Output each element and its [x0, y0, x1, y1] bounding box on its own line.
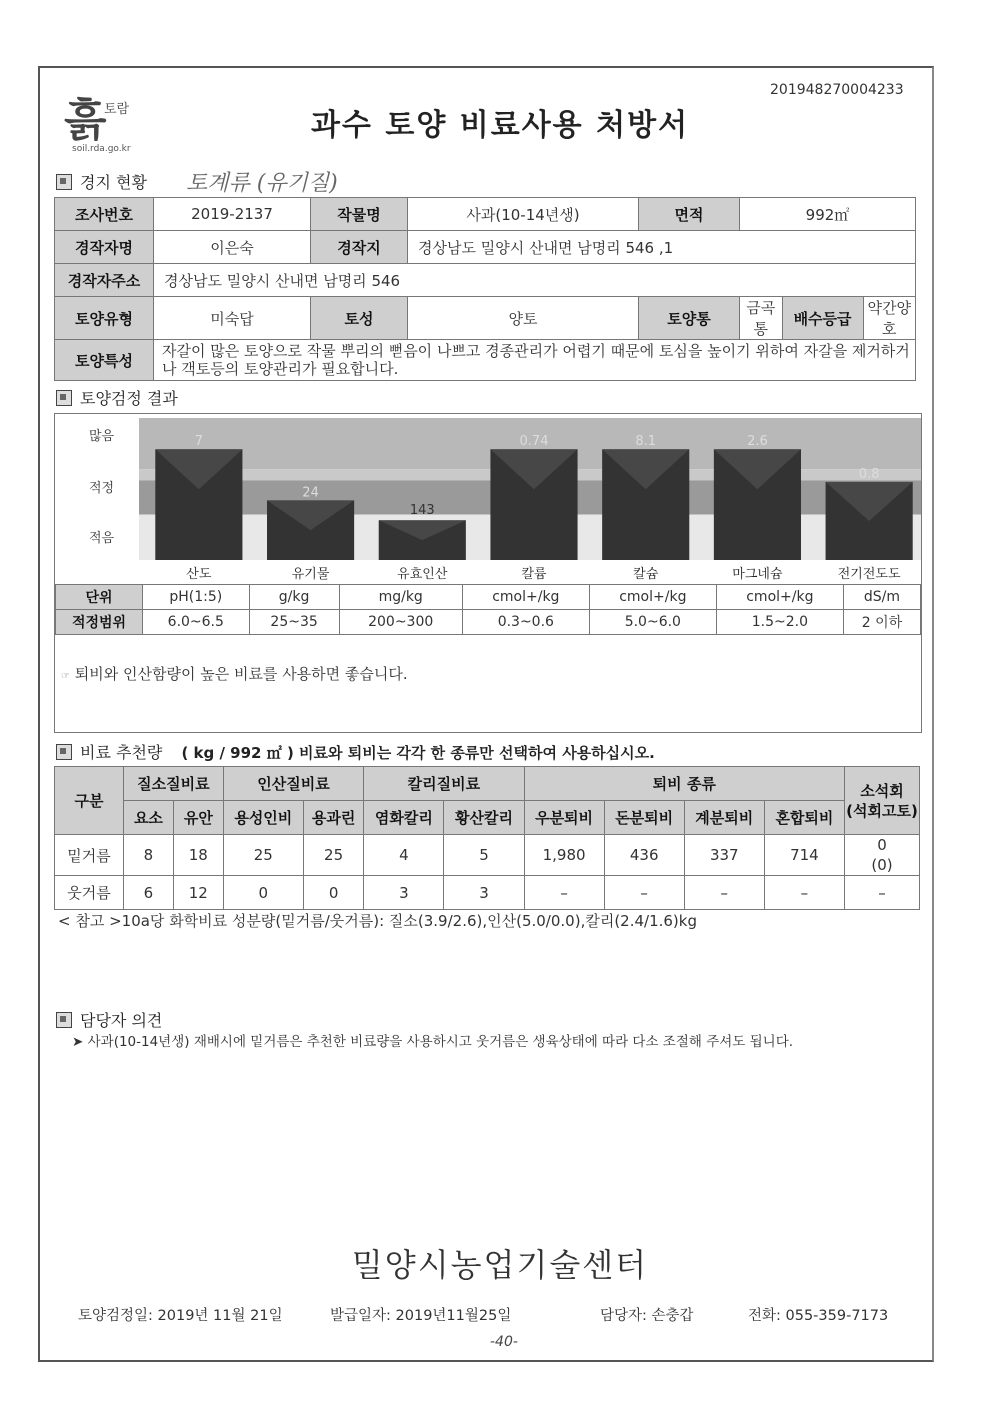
- fertilizer-value: 0: [303, 876, 363, 910]
- data-label: 0.74: [519, 434, 549, 450]
- unit-cell: cmol+/kg: [462, 585, 589, 610]
- field-value: 경상남도 밀양시 산내면 남명리 546 ,1: [408, 231, 916, 264]
- section-label: 경지 현황: [80, 173, 147, 192]
- series-label: 토양통: [639, 297, 740, 340]
- unit-label: 단위: [56, 585, 143, 610]
- optimal-range-cell: 5.0~6.0: [589, 610, 716, 635]
- data-label: 143: [409, 503, 435, 519]
- advice-label: 퇴비와 인산함량이 높은 비료를 사용하면 좋습니다.: [74, 665, 408, 683]
- fertilizer-sub-header: 용성인비: [223, 801, 303, 835]
- category-label: 마그네슘: [732, 567, 783, 582]
- group-phosphate: 인산질비료: [223, 767, 364, 801]
- section-label: 토양검정 결과: [80, 389, 178, 408]
- fertilizer-sub-header: 돈분퇴비: [604, 801, 684, 835]
- manager: 담당자: 손충갑: [600, 1308, 694, 1324]
- group-potash: 칼리질비료: [364, 767, 524, 801]
- section-bullet-icon: [56, 390, 72, 406]
- optimal-range-cell: 0.3~0.6: [462, 610, 589, 635]
- section-label: 비료 추천량: [80, 743, 163, 762]
- document-number: 201948270004233: [770, 82, 904, 98]
- unit-cell: mg/kg: [339, 585, 462, 610]
- area-label: 면적: [639, 198, 740, 231]
- issue-date: 발급일자: 2019년11월25일: [330, 1308, 512, 1324]
- drainage-value: 약간양호: [863, 297, 915, 340]
- fertilizer-value: 25: [303, 835, 363, 876]
- fertilizer-value: 337: [684, 835, 764, 876]
- drainage-label: 배수등급: [782, 297, 863, 340]
- section-opinion: [56, 1008, 162, 1031]
- category-label: 유기물: [291, 567, 330, 582]
- fertilizer-note: ( kg / 992 ㎡ ) 비료와 퇴비는 각각 한 종류만 선택하여 사용하십시오.: [181, 744, 655, 762]
- reference-note: < 참고 >10a당 화학비료 성분량(밑거름/웃거름): 질소(3.9/2.6),인산(5.0/0.0),칼리(2.4/1.6)kg: [58, 912, 697, 930]
- unit-cell: pH(1:5): [143, 585, 250, 610]
- fertilizer-value: –: [684, 876, 764, 910]
- handwritten-note: 토계류 (유기질): [186, 171, 338, 196]
- level-label: 많음: [89, 429, 115, 444]
- category-label: 전기전도도: [837, 567, 901, 582]
- field-label: 경작지: [311, 231, 408, 264]
- crop-label: 작물명: [311, 198, 408, 231]
- survey-no-label: 조사번호: [55, 198, 154, 231]
- optimal-range-cell: 1.5~2.0: [716, 610, 843, 635]
- category-label: 칼슘: [633, 567, 659, 582]
- unit-cell: dS/m: [843, 585, 920, 610]
- section-bullet-icon: [56, 744, 72, 760]
- farmer-label: 경작자명: [55, 231, 154, 264]
- logo-url: soil.rda.go.kr: [72, 144, 131, 154]
- texture-label: 토성: [311, 297, 408, 340]
- opinion-label: 사과(10-14년생) 재배시에 밑거름은 추천한 비료량을 사용하시고 웃거름은 생육상태에 따라 다소 조절해 주셔도 됩니다.: [87, 1034, 794, 1050]
- section-fertilizer: [56, 740, 655, 763]
- issuing-center: 밀양시농업기술센터: [351, 1246, 649, 1284]
- level-label: 적음: [89, 531, 115, 546]
- group-compost: 퇴비 종류: [524, 767, 844, 801]
- fertilizer-value: –: [764, 876, 844, 910]
- group-nitrogen: 질소질비료: [124, 767, 224, 801]
- fertilizer-sub-header: 황산칼리: [444, 801, 524, 835]
- fertilizer-value: 436: [604, 835, 684, 876]
- farmer-value: 이은숙: [154, 231, 311, 264]
- fertilizer-sub-header: 계분퇴비: [684, 801, 764, 835]
- fertilizer-value: –: [524, 876, 604, 910]
- category-label: 칼륨: [521, 567, 547, 582]
- fertilizer-table: [54, 766, 920, 910]
- lime-amount-alt: (0): [871, 856, 893, 874]
- soil-test-chart: [55, 414, 921, 584]
- page-number: -40-: [490, 1334, 518, 1350]
- category-label: 유효인산: [397, 567, 448, 582]
- page-title: 과수 토양 비료사용 처방서: [310, 108, 690, 143]
- note-icon: ☞: [61, 671, 70, 682]
- fertilizer-value: –: [604, 876, 684, 910]
- fertilizer-sub-header: 혼합퇴비: [764, 801, 844, 835]
- unit-cell: cmol+/kg: [589, 585, 716, 610]
- optimal-range-cell: 2 이하: [843, 610, 920, 635]
- section-field-status: [56, 170, 147, 193]
- area-value: 992㎡: [740, 198, 916, 231]
- advice-text: [61, 663, 408, 684]
- fertilizer-value: 25: [223, 835, 303, 876]
- lime-value: [845, 876, 920, 910]
- fertilizer-value: 12: [173, 876, 223, 910]
- unit-cell: g/kg: [249, 585, 339, 610]
- fertilizer-sub-header: 유안: [173, 801, 223, 835]
- test-date: 토양검정일: 2019년 11월 21일: [78, 1308, 283, 1324]
- fertilizer-sub-header: 염화칼리: [364, 801, 444, 835]
- arrow-icon: ➤: [72, 1034, 84, 1050]
- soil-type-label: 토양유형: [55, 297, 154, 340]
- survey-no-value: 2019-2137: [154, 198, 311, 231]
- lime-value: [845, 835, 920, 876]
- soil-char-text: 자갈이 많은 토양으로 작물 뿌리의 뻗음이 나쁘고 경종관리가 어렵기 때문에 토심을 높이기 위하여 자갈을 제거하거나 객토등의 토양관리가 필요합니다.: [154, 340, 916, 381]
- fertilizer-value: 3: [364, 876, 444, 910]
- soil-test-panel: [54, 413, 922, 733]
- phone: 전화: 055-359-7173: [748, 1308, 889, 1324]
- fertilizer-sub-header: 용과린: [303, 801, 363, 835]
- fertilizer-value: 714: [764, 835, 844, 876]
- optimal-range-cell: 6.0~6.5: [143, 610, 250, 635]
- optimal-range-cell: 25~35: [249, 610, 339, 635]
- group-lime: [845, 767, 920, 835]
- fertilizer-value: 8: [124, 835, 174, 876]
- fertilizer-value: 4: [364, 835, 444, 876]
- logo-glyph: 흙: [64, 95, 107, 146]
- address-value: 경상남도 밀양시 산내면 남명리 546: [154, 264, 916, 297]
- opinion-text: [72, 1034, 912, 1051]
- fertilizer-sub-header: 우분퇴비: [524, 801, 604, 835]
- series-value: 금곡통: [740, 297, 783, 340]
- category-label: 산도: [186, 567, 212, 582]
- data-label: 8.1: [635, 434, 657, 450]
- data-label: 24: [302, 485, 319, 501]
- row-label: 웃거름: [55, 876, 124, 910]
- fertilizer-value: 18: [173, 835, 223, 876]
- texture-value: 양토: [408, 297, 639, 340]
- lime-sub-label: (석회고토): [846, 801, 918, 820]
- row-label: 밑거름: [55, 835, 124, 876]
- fertilizer-value: 1,980: [524, 835, 604, 876]
- data-label: 2.6: [747, 434, 768, 450]
- section-bullet-icon: [56, 1012, 72, 1028]
- fertilizer-value: 6: [124, 876, 174, 910]
- lime-amount: 0: [877, 836, 887, 854]
- fertilizer-value: 5: [444, 835, 524, 876]
- section-soil-test: [56, 386, 178, 409]
- lime-amount: –: [878, 883, 886, 902]
- optimal-range-cell: 200~300: [339, 610, 462, 635]
- data-label: 7: [194, 434, 203, 450]
- section-bullet-icon: [56, 174, 72, 190]
- fertilizer-sub-header: 요소: [124, 801, 174, 835]
- unit-cell: cmol+/kg: [716, 585, 843, 610]
- data-label: 0.8: [858, 466, 880, 482]
- col-label: 구분: [55, 767, 124, 835]
- fertilizer-value: 0: [223, 876, 303, 910]
- fertilizer-value: 3: [444, 876, 524, 910]
- level-label: 적정: [89, 481, 115, 496]
- logo-word: 토람: [104, 102, 130, 117]
- lime-label: 소석회: [860, 781, 904, 800]
- range-table: [55, 584, 921, 635]
- address-label: 경작자주소: [55, 264, 154, 297]
- soil-char-label: 토양특성: [55, 340, 154, 381]
- soil-type-value: 미숙답: [154, 297, 311, 340]
- section-label: 담당자 의견: [80, 1011, 163, 1030]
- optimal-range-label: 적정범위: [56, 610, 143, 635]
- crop-value: 사과(10-14년생): [408, 198, 639, 231]
- field-info-table: [54, 197, 916, 381]
